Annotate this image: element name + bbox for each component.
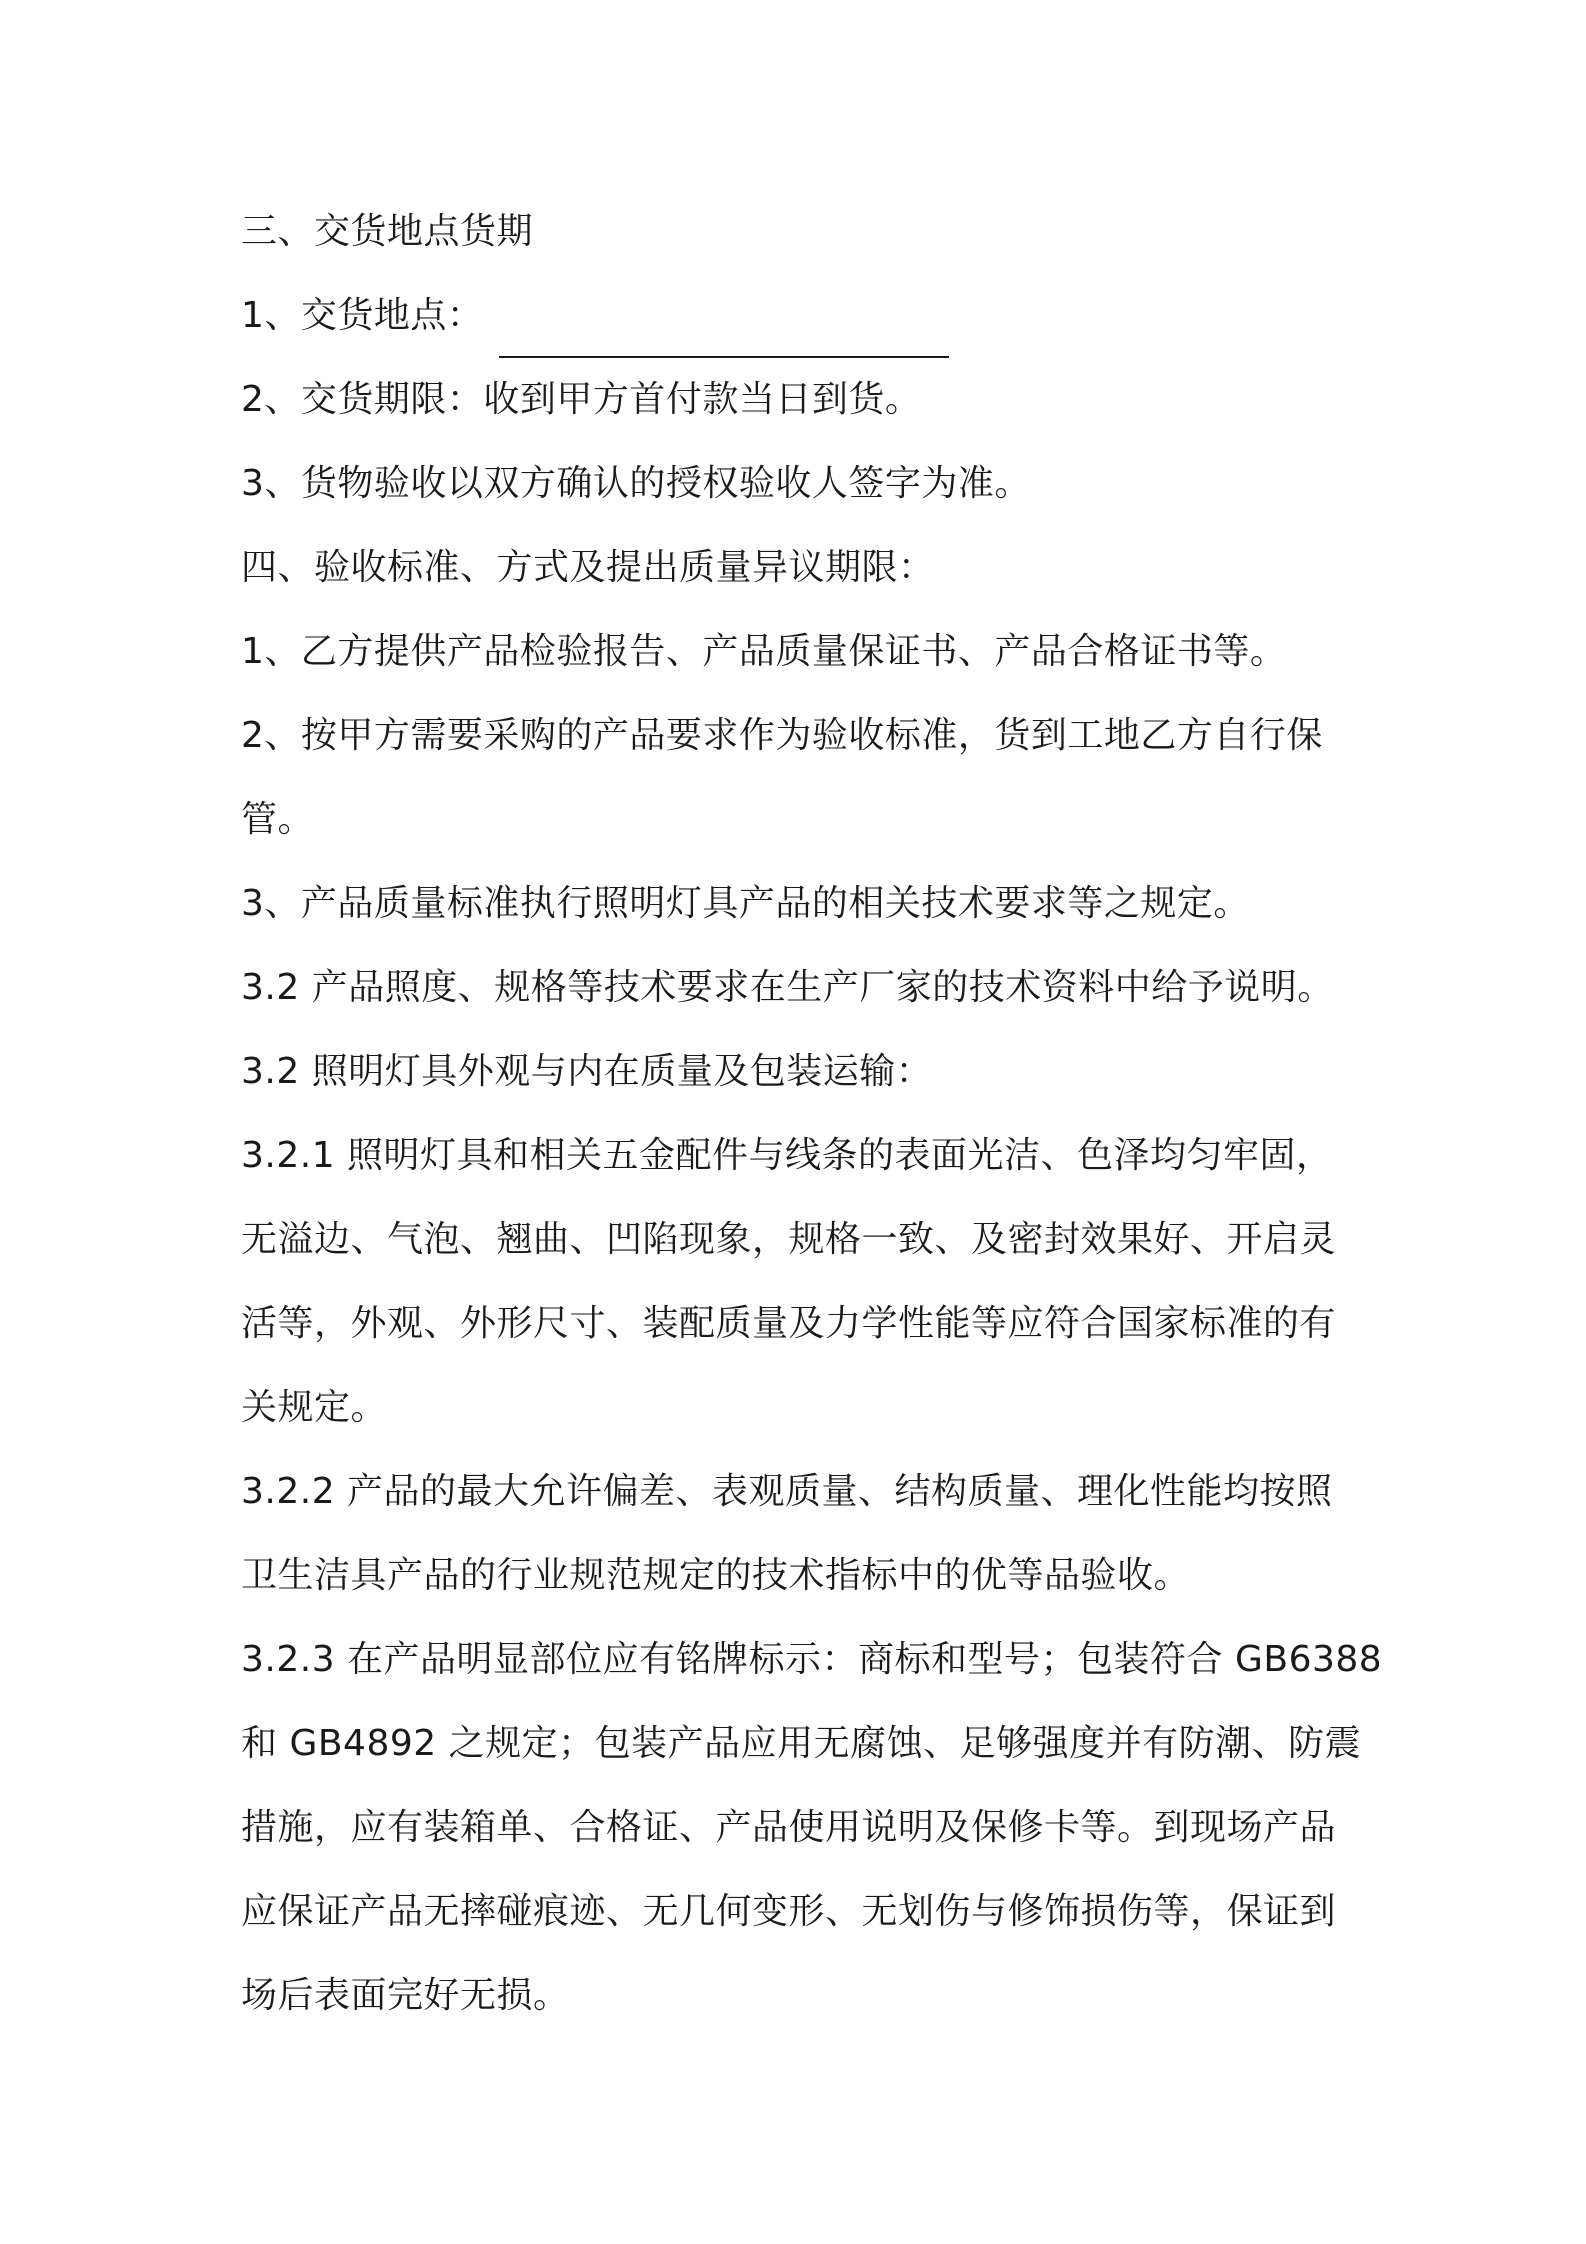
paragraph-line: 活等，外观、外形尺寸、装配质量及力学性能等应符合国家标准的有 (241, 1303, 1337, 1344)
delivery-term-line: 2、交货期限：收到甲方首付款当日到货。 (241, 379, 922, 420)
paragraph-line: 3.2.1 照明灯具和相关五金配件与线条的表面光洁、色泽均匀牢固， (241, 1135, 1333, 1176)
acceptance-signature-line: 3、货物验收以双方确认的授权验收人签字为准。 (241, 463, 1031, 504)
paragraph-line: 3.2.2 产品的最大允许偏差、表观质量、结构质量、理化性能均按照 (241, 1471, 1333, 1512)
paragraph-line: 3.2.3 在产品明显部位应有铭牌标示：商标和型号；包装符合 GB6388 (241, 1639, 1383, 1680)
subsection-heading: 3.2 照明灯具外观与内在质量及包装运输： (241, 1051, 933, 1092)
delivery-location-blank (499, 304, 949, 358)
paragraph-line: 2、按甲方需要采购的产品要求作为验收标准，货到工地乙方自行保 (241, 715, 1323, 756)
section-heading-acceptance: 四、验收标准、方式及提出质量异议期限： (241, 547, 935, 588)
paragraph-line: 无溢边、气泡、翘曲、凹陷现象，规格一致、及密封效果好、开启灵 (241, 1219, 1337, 1260)
paragraph-line: 和 GB4892 之规定；包装产品应用无腐蚀、足够强度并有防潮、防震 (241, 1723, 1362, 1764)
paragraph-line: 1、乙方提供产品检验报告、产品质量保证书、产品合格证书等。 (241, 631, 1287, 672)
paragraph-line: 3.2 产品照度、规格等技术要求在生产厂家的技术资料中给予说明。 (241, 967, 1334, 1008)
document-body (241, 190, 1383, 2038)
paragraph-line: 应保证产品无摔碰痕迹、无几何变形、无划伤与修饰损伤等，保证到 (241, 1891, 1337, 1932)
delivery-location-line (241, 274, 1361, 358)
paragraph-line: 3、产品质量标准执行照明灯具产品的相关技术要求等之规定。 (241, 883, 1250, 924)
delivery-location-label: 1、交货地点： (241, 295, 484, 336)
section-heading-delivery: 三、交货地点货期 (241, 211, 534, 252)
paragraph-line: 场后表面完好无损。 (241, 1975, 570, 2016)
paragraph-line: 卫生洁具产品的行业规范规定的技术指标中的优等品验收。 (241, 1555, 1191, 1596)
paragraph-line: 措施，应有装箱单、合格证、产品使用说明及保修卡等。到现场产品 (241, 1807, 1337, 1848)
paragraph-line: 管。 (241, 799, 315, 840)
paragraph-line: 关规定。 (241, 1387, 388, 1428)
